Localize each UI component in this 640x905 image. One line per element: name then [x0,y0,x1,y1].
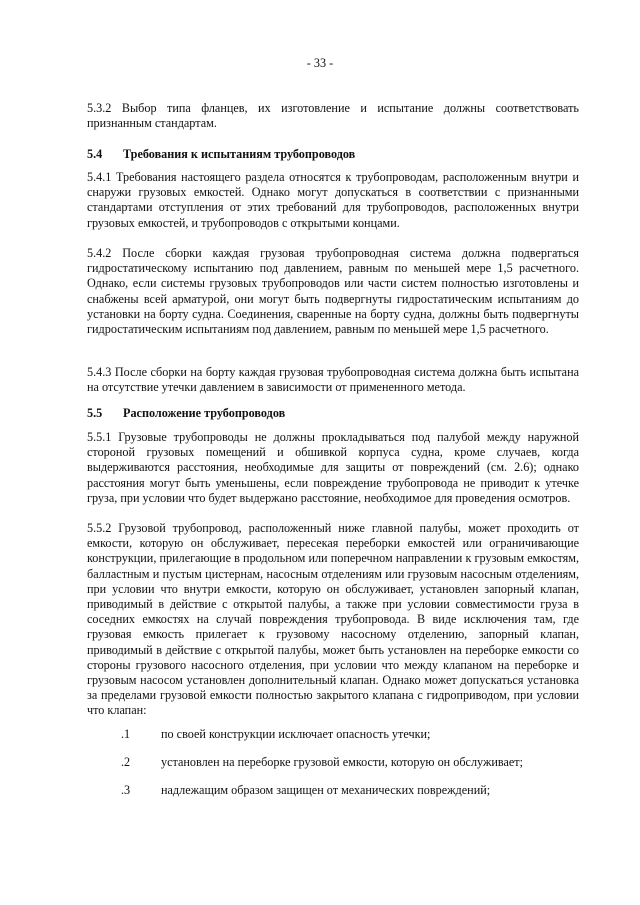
list-item-text: установлен на переборке грузовой емкости, которую он обслуживает; [161,755,524,769]
paragraph-5-3-2: 5.3.2 Выбор типа фланцев, их изготовление и испытание должны соответствовать признанным стандартам. [87,101,579,131]
list-item [121,755,581,770]
list-item [121,727,581,742]
paragraph-5-5-2: 5.5.2 Грузовой трубопровод, расположенный ниже главной палубы, может проходить от емкости, которую он обслуживает, пересекая переборки емкостей или ограничивающие конструкции, прилегающие в продольном или поперечном направлении к грузовым емкостям, балластным и пустым цистернам, насосным отделениям или грузовым насосным отделениям, при условии что внутри емкости, которую он обслуживает, установлен запорный клапан, приводимый в действие с открытой палубы, а также при условии совместимости груза в соседних емкостях на случай повреждения трубопровода. В виде исключения там, где грузовая емкость прилегает к грузовому насосному отделению, запорный клапан, приводимый в действие с открытой палубы, может быть установлен на переборке емкости со стороны грузового насосного отделения, при условии что между клапаном на переборке и грузовым насосом установлен дополнительный клапан. Однако может допускаться установка за пределами грузовой емкости полностью закрытого клапана с гидроприводом, при условии что клапан: [87,521,579,718]
paragraph-5-4-3: 5.4.3 После сборки на борту каждая грузовая трубопроводная система должна быть испытана на отсутствие утечки давлением в зависимости от примененного метода. [87,365,579,395]
page-number: - 33 - [306,56,334,70]
list-item-text: надлежащим образом защищен от механических повреждений; [161,783,491,797]
list-item-number: .2 [121,755,131,769]
paragraph-5-4-2: 5.4.2 После сборки каждая грузовая трубопроводная система должна подвергаться гидростатическому испытанию под давлением, равным по меньшей мере 1,5 расчетного. Однако, если системы грузовых трубопроводов или части систем полностью изготовлены и снабжены всей арматурой, они могут быть подвергнуты гидростатическим испытаниям до установки на борту судна. Соединения, сваренные на борту судна, должны быть подвергнуты гидростатическим испытаниям под давлением, равным по меньшей мере 1,5 расчетного. [87,246,579,337]
list-item-text: по своей конструкции исключает опасность утечки; [161,727,431,741]
section-number: 5.5 [87,406,103,420]
list-item-number: .3 [121,783,131,797]
section-title: Требования к испытаниям трубопроводов [123,147,356,161]
section-heading-5-4 [87,147,579,162]
list-item-number: .1 [121,727,131,741]
section-title: Расположение трубопроводов [123,406,286,420]
list-item [121,783,581,798]
paragraph-5-5-1: 5.5.1 Грузовые трубопроводы не должны прокладываться под палубой между наружной стороной грузовых помещений и обшивкой корпуса судна, кроме случаев, когда выдерживаются расстояния, необходимые для защиты от повреждений (см. 2.6); однако расстояния могут быть уменьшены, если повреждение трубопровода не приводит к утечке груза, при условии что будет выдержано расстояние, необходимое для проведения осмотров. [87,430,579,505]
paragraph-5-4-1: 5.4.1 Требования настоящего раздела относятся к трубопроводам, расположенным внутри и снаружи грузовых емкостей. Однако могут допускаться в соответствии с признанными стандартами отступления от этих требований для трубопроводов, расположенных внутри грузовых емкостей, и трубопроводов с открытыми концами. [87,170,579,230]
section-number: 5.4 [87,147,103,161]
section-heading-5-5 [87,406,579,421]
